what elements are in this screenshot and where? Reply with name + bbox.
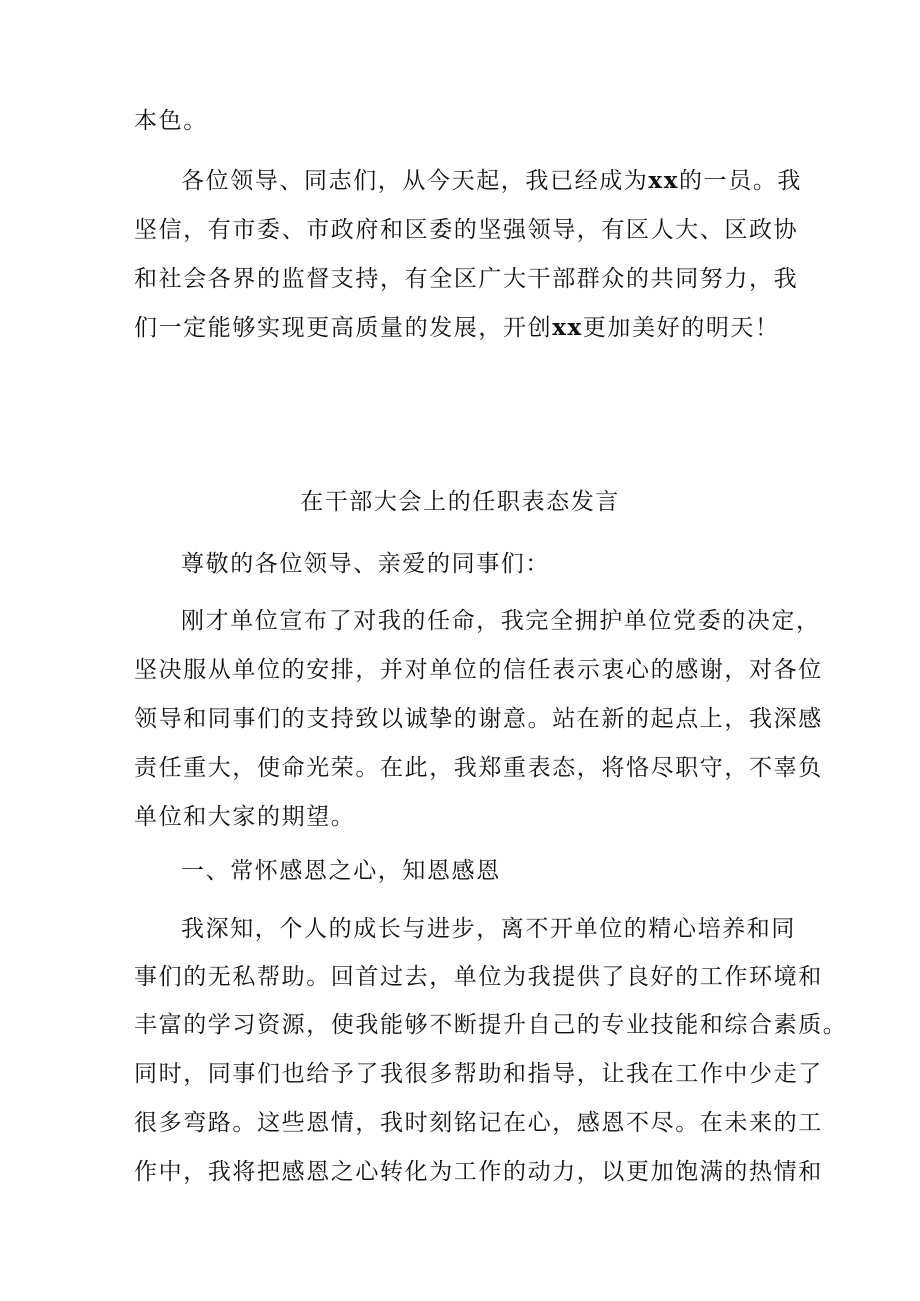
document-title: 在干部大会上的任职表态发言 [300,489,620,515]
bold-placeholder: xx [648,167,680,194]
paragraph-line: 坚信，有市委、市政府和区委的坚强领导，有区人大、区政协 [134,217,799,243]
paragraph-line: 责任重大，使命光荣。在此，我郑重表态，将恪尽职守，不辜负 [134,755,823,781]
paragraph-line: 作中，我将把感恩之心转化为工作的动力，以更加饱满的热情和 [134,1159,823,1185]
paragraph-line: 和社会各界的监督支持，有全区广大干部群众的共同努力，我 [134,266,799,292]
paragraph-line: 领导和同事们的支持致以诚挚的谢意。站在新的起点上，我深感 [134,706,823,732]
paragraph-line: 同时，同事们也给予了我很多帮助和指导，让我在工作中少走了 [134,1061,823,1087]
paragraph-line [181,166,802,196]
text-segment: 更加美好的明天！ [582,315,780,341]
section-heading: 一、常怀感恩之心，知恩感恩 [181,858,501,884]
paragraph-line: 我深知，个人的成长与进步，离不开单位的精心培养和同 [181,916,796,942]
paragraph-line [134,313,780,343]
text-segment: 们一定能够实现更高质量的发展，开创 [134,315,553,341]
paragraph-continuation: 本色。 [134,108,208,134]
greeting: 尊敬的各位领导、亲爱的同事们： [181,551,550,577]
paragraph-line: 很多弯路。这些恩情，我时刻铭记在心，感恩不尽。在未来的工 [134,1110,823,1136]
text-segment: 各位领导、同志们，从今天起，我已经成为 [181,168,649,194]
paragraph-line: 丰富的学习资源，使我能够不断提升自己的专业技能和综合素质。 [134,1012,848,1038]
paragraph-line: 单位和大家的期望。 [134,804,356,830]
paragraph-line: 坚决服从单位的安排，并对单位的信任表示衷心的感谢，对各位 [134,657,823,683]
text-segment: 的一员。我 [679,168,803,194]
paragraph-line: 事们的无私帮助。回首过去，单位为我提供了良好的工作环境和 [134,964,823,990]
paragraph-line: 刚才单位宣布了对我的任命，我完全拥护单位党委的决定， [181,608,821,634]
bold-placeholder: xx [552,314,583,341]
